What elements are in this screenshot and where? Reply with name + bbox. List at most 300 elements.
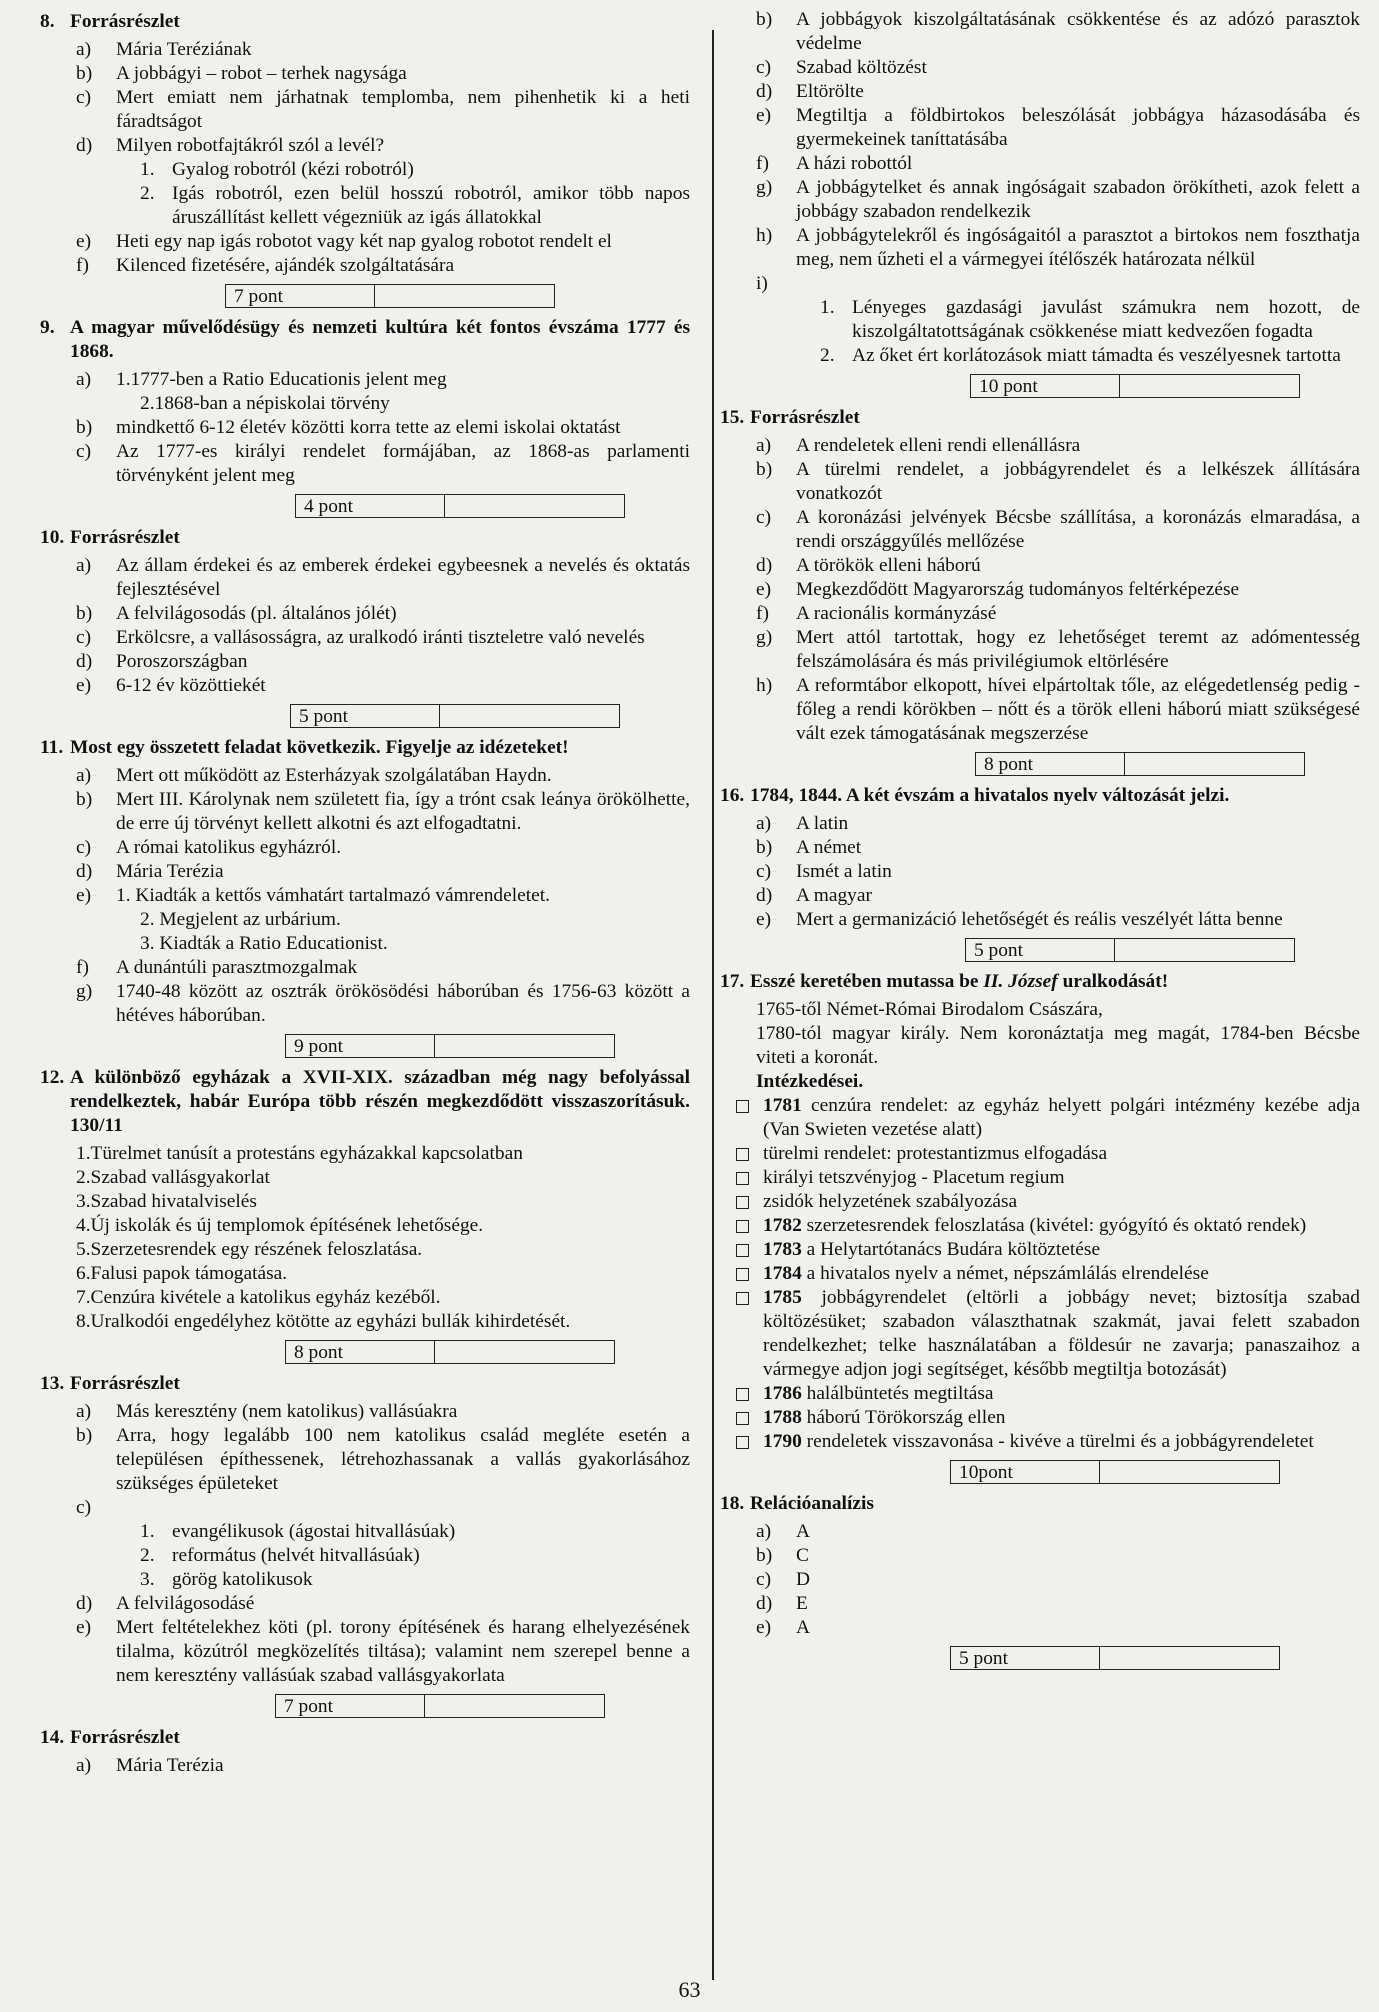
measure-text <box>763 1406 1360 1430</box>
answer-text: Erkölcsre, a vallásosságra, az uralkodó iránti tiszteletre való nevelés <box>116 627 645 648</box>
answer-text: mindkettő 6-12 életév közötti korra tette az elemi iskolai oktatást <box>116 417 621 438</box>
answer-item <box>40 62 690 86</box>
answer-text: Mária Terézia <box>116 861 224 882</box>
answer-label: c) <box>76 627 92 648</box>
answer-item <box>40 440 690 488</box>
answer-text: Mert emiatt nem járhatnak templomba, nem pihenhetik ki a heti fáradtságot <box>116 87 690 132</box>
answer-item <box>40 134 690 158</box>
answer-line: 4.Új iskolák és új templomok építésének lehetősége. <box>76 1215 484 1236</box>
answer-item <box>720 1592 1360 1616</box>
sub-answer-text: Gyalog robotról (kézi robotról) <box>172 159 414 180</box>
answer-line: 3. Kiadták a Ratio Educationist. <box>140 933 388 954</box>
question-section <box>40 10 690 310</box>
answer-label: a) <box>756 813 772 834</box>
answer-item <box>40 1592 690 1616</box>
measure-desc: rendeletek visszavonása - kivéve a türelmi és a jobbágyrendeletet <box>801 1431 1314 1452</box>
answer-label: b) <box>76 63 93 84</box>
question-section <box>40 736 690 1060</box>
measure-item <box>720 1262 1360 1286</box>
measure-item <box>720 1190 1360 1214</box>
answer-label: e) <box>756 1617 772 1638</box>
answer-label: c) <box>756 57 772 78</box>
answer-item <box>40 836 690 860</box>
answer-text: Ismét a latin <box>796 861 892 882</box>
answer-text: A felvilágosodásé <box>116 1593 255 1614</box>
measure-item <box>720 1430 1360 1454</box>
question-number: 12. <box>40 1067 65 1088</box>
score-box <box>40 494 690 520</box>
answer-text: A jobbágytelket és annak ingóságait szabadon örökítheti, azok felett a jobbágy szabadon rendelkezik <box>796 177 1360 222</box>
answer-label: e) <box>756 579 772 600</box>
answer-item <box>720 578 1360 602</box>
sub-answer-label: 1. <box>140 1521 155 1542</box>
right-column <box>720 8 1360 1678</box>
sub-answer-label: 2. <box>140 183 155 204</box>
measure-year: 1784 <box>763 1263 802 1284</box>
measure-item <box>720 1142 1360 1166</box>
sub-answer-text: Az őket ért korlátozások miatt támadta és veszélyesnek tartotta <box>852 345 1341 366</box>
answer-label: e) <box>76 885 92 906</box>
answer-text: Heti egy nap igás robotot vagy két nap gyalog robotot rendelt el <box>116 231 612 252</box>
measure-year: 1790 <box>763 1431 802 1452</box>
measure-desc: zsidók helyzetének szabályozása <box>763 1191 1018 1212</box>
score-empty <box>435 1034 615 1058</box>
sub-answer-text: református (helvét hitvallásúak) <box>172 1545 420 1566</box>
answer-label: c) <box>76 87 92 108</box>
answer-text: Megkezdődött Magyarország tudományos feltérképezése <box>796 579 1240 600</box>
answer-label: b) <box>76 789 93 810</box>
answer-label: a) <box>76 1755 92 1776</box>
measure-item <box>720 1214 1360 1238</box>
question-title: 1784, 1844. A két évszám a hivatalos nyelv változását jelzi. <box>750 785 1230 806</box>
score-empty <box>1120 374 1300 398</box>
answer-label: c) <box>76 837 92 858</box>
answer-text: A <box>796 1617 811 1638</box>
answer-item <box>40 764 690 788</box>
measure-desc: a Helytartótanács Budára költöztetése <box>801 1239 1101 1260</box>
answer-text: Más keresztény (nem katolikus) vallásúakra <box>116 1401 458 1422</box>
score-value: 10pont <box>950 1460 1100 1484</box>
sub-answer-text: Lényeges gazdasági javulást számukra nem hozott, de kiszolgáltatottságának csökkenése miatt kedvezően fogadta <box>852 297 1360 342</box>
question-17 <box>720 970 1360 1486</box>
answer-item <box>720 8 1360 56</box>
question-header <box>40 736 690 760</box>
answer-item <box>40 254 690 278</box>
question-title: Forrásrészlet <box>70 1373 180 1394</box>
measures-heading: Intézkedései. <box>756 1071 864 1092</box>
answer-line: 2.Szabad vallásgyakorlat <box>76 1167 270 1188</box>
measure-desc: a hivatalos nyelv a német, népszámlálás elrendelése <box>801 1263 1209 1284</box>
answer-text: A felvilágosodás (pl. általános jólét) <box>116 603 397 624</box>
question-section <box>720 406 1360 778</box>
answer-label: d) <box>756 555 773 576</box>
answer-text: Az állam érdekei és az emberek érdekei egybeesnek a nevelés és oktatás fejlesztésével <box>116 555 690 600</box>
measure-desc: cenzúra rendelet: az egyház helyett polgári intézmény kezébe adja (Van Swieten vezetése alatt) <box>763 1095 1360 1140</box>
measure-item <box>720 1094 1360 1142</box>
measure-desc: szerzetesrendek feloszlatása (kivétel: gyógyító és oktató rendek) <box>801 1215 1307 1236</box>
answer-text: A türelmi rendelet, a jobbágyrendelet és a lelkészek állítására vonatkozót <box>796 459 1360 504</box>
question-number: 8. <box>40 11 55 32</box>
checkbox-icon <box>736 1412 749 1425</box>
answer-label: a) <box>76 765 92 786</box>
answer-text: A reformtábor elkopott, hívei elpártoltak tőle, az elégedetlenség pedig - főleg a rendi körökben – nőtt és a török elleni háború miatt szükségesé vált ezek támogatásának megszerzése <box>796 675 1360 744</box>
answer-label: b) <box>756 9 773 30</box>
answer-label: g) <box>76 981 93 1002</box>
answer-line: 5.Szerzetesrendek egy részének feloszlatása. <box>76 1239 423 1260</box>
sub-answer <box>40 1544 690 1568</box>
score-box <box>720 752 1360 778</box>
question-header <box>40 1372 690 1396</box>
answer-item <box>40 368 690 392</box>
measure-text <box>763 1430 1360 1454</box>
answer-item <box>40 956 690 980</box>
answer-line: 7.Cenzúra kivétele a katolikus egyház kezéből. <box>76 1287 441 1308</box>
answer-item <box>40 788 690 836</box>
column-divider <box>712 30 714 1980</box>
question-section <box>40 526 690 730</box>
answer-item <box>720 56 1360 80</box>
question-number: 13. <box>40 1373 65 1394</box>
score-box <box>40 1034 690 1060</box>
answer-label: e) <box>756 909 772 930</box>
score-empty <box>445 494 625 518</box>
answer-text: 6-12 év közöttiekét <box>116 675 266 696</box>
sub-answer-text: evangélikusok (ágostai hitvallásúak) <box>172 1521 456 1542</box>
question-section <box>40 1726 690 1778</box>
answer-text: Megtiltja a földbirtokos beleszólását jobbágya házasodásába és gyermekeinek taníttatásába <box>796 105 1360 150</box>
answer-item <box>40 1400 690 1424</box>
answer-text <box>796 272 1360 296</box>
answer-text: A koronázási jelvények Bécsbe szállítása, a koronázás elmaradása, a rendi országgyűlés mellőzése <box>796 507 1360 552</box>
sub-answer <box>40 158 690 182</box>
checkbox-icon <box>736 1388 749 1401</box>
measure-text <box>763 1382 1360 1406</box>
answer-item <box>720 884 1360 908</box>
answer-item <box>40 1754 690 1778</box>
answer-text: A római katolikus egyházról. <box>116 837 342 858</box>
measure-year: 1783 <box>763 1239 802 1260</box>
sub-answer <box>720 296 1360 344</box>
answer-line: 6.Falusi papok támogatása. <box>76 1263 288 1284</box>
answer-text: A törökök elleni háború <box>796 555 981 576</box>
score-box <box>720 1646 1360 1672</box>
sub-answer <box>40 182 690 230</box>
answer-item <box>720 602 1360 626</box>
answer-item <box>40 86 690 134</box>
score-value: 9 pont <box>285 1034 435 1058</box>
answer-text: D <box>796 1569 811 1590</box>
measure-item <box>720 1166 1360 1190</box>
measure-text <box>763 1166 1360 1190</box>
score-box <box>40 284 690 310</box>
answer-label: c) <box>756 1569 772 1590</box>
answer-item <box>720 812 1360 836</box>
question-section <box>40 316 690 520</box>
measure-year: 1782 <box>763 1215 802 1236</box>
sub-answer <box>720 344 1360 368</box>
question-section <box>720 8 1360 400</box>
answer-item <box>720 860 1360 884</box>
answer-item <box>40 416 690 440</box>
question-title: Most egy összetett feladat következik. Figyelje az idézeteket! <box>70 737 569 758</box>
checkbox-icon <box>736 1100 749 1113</box>
answer-item <box>720 1544 1360 1568</box>
measure-year: 1781 <box>763 1095 802 1116</box>
answer-item <box>40 1424 690 1496</box>
measure-text <box>763 1142 1360 1166</box>
checkbox-icon <box>736 1172 749 1185</box>
measure-desc: halálbüntetés megtiltása <box>801 1383 994 1404</box>
answer-line: 2.1868-ban a népiskolai törvény <box>140 393 390 414</box>
score-value: 7 pont <box>275 1694 425 1718</box>
question-number: 14. <box>40 1727 65 1748</box>
answer-item <box>720 1616 1360 1640</box>
checkbox-icon <box>736 1148 749 1161</box>
measure-year: 1788 <box>763 1407 802 1428</box>
question-number: 16. <box>720 785 745 806</box>
question-number: 15. <box>720 407 745 428</box>
answer-item <box>40 1616 690 1688</box>
answer-line: 2. Megjelent az urbárium. <box>140 909 341 930</box>
answer-item <box>40 626 690 650</box>
checkbox-icon <box>736 1436 749 1449</box>
measure-text <box>763 1214 1360 1238</box>
score-box <box>40 1694 690 1720</box>
question-title: Forrásrészlet <box>750 407 860 428</box>
sub-answer-label: 1. <box>140 159 155 180</box>
answer-label: f) <box>756 153 769 174</box>
answer-text: Mert ott működött az Esterházyak szolgálatában Haydn. <box>116 765 552 786</box>
answer-label: b) <box>76 603 93 624</box>
answer-text: Mert III. Károlynak nem született fia, így a trónt csak leánya örökölhette, de erre új törvényt kellett alkotni és azt elfogadtatni. <box>116 789 690 834</box>
answer-text: 1.1777-ben a Ratio Educationis jelent meg <box>116 369 447 390</box>
answer-label: a) <box>76 555 92 576</box>
score-empty <box>440 704 620 728</box>
answer-label: e) <box>76 1617 92 1638</box>
answer-item <box>720 908 1360 932</box>
question-number: 11. <box>40 737 64 758</box>
answer-item <box>40 650 690 674</box>
answer-text: A latin <box>796 813 849 834</box>
answer-label: d) <box>756 81 773 102</box>
answer-item <box>720 224 1360 272</box>
answer-item <box>40 674 690 698</box>
measure-text <box>763 1190 1360 1214</box>
question-header <box>40 10 690 34</box>
page-number: 63 <box>678 1977 701 2002</box>
answer-label: e) <box>756 105 772 126</box>
measure-desc: királyi tetszvényjog - Placetum regium <box>763 1167 1065 1188</box>
answer-label: f) <box>76 957 89 978</box>
checkbox-icon <box>736 1220 749 1233</box>
answer-text: A német <box>796 837 862 858</box>
question-section <box>40 1372 690 1720</box>
sub-answer <box>40 1568 690 1592</box>
measure-text <box>763 1262 1360 1286</box>
answer-item <box>40 38 690 62</box>
sub-answer-text: görög katolikusok <box>172 1569 313 1590</box>
question-number: 9. <box>40 317 55 338</box>
answer-label: d) <box>76 1593 93 1614</box>
checkbox-icon <box>736 1244 749 1257</box>
answer-text: Milyen robotfajtákról szól a levél? <box>116 135 385 156</box>
answer-text: A magyar <box>796 885 872 906</box>
question-number: 17. <box>720 971 745 992</box>
answer-label: c) <box>756 507 772 528</box>
answer-label: b) <box>76 417 93 438</box>
answer-label: d) <box>76 861 93 882</box>
score-box <box>720 374 1360 400</box>
sub-answer-label: 1. <box>820 297 835 318</box>
answer-label: e) <box>76 675 92 696</box>
answer-item <box>720 176 1360 224</box>
score-box <box>40 1340 690 1366</box>
measure-text <box>763 1094 1360 1142</box>
question-header <box>40 526 690 550</box>
answer-text: A dunántúli parasztmozgalmak <box>116 957 358 978</box>
answer-item <box>720 1520 1360 1544</box>
answer-label: d) <box>756 885 773 906</box>
question-number: 18. <box>720 1493 745 1514</box>
measure-desc: háború Törökország ellen <box>801 1407 1006 1428</box>
answer-item <box>720 1568 1360 1592</box>
answer-label: d) <box>756 1593 773 1614</box>
question-title: Esszé keretében mutassa be II. József uralkodását! <box>750 971 1169 992</box>
answer-label: a) <box>756 435 772 456</box>
sub-answer <box>40 1520 690 1544</box>
answer-label: f) <box>756 603 769 624</box>
measure-desc: türelmi rendelet: protestantizmus elfogadása <box>763 1143 1108 1164</box>
answer-label: g) <box>756 177 773 198</box>
answer-label: d) <box>76 135 93 156</box>
measure-item <box>720 1238 1360 1262</box>
checkbox-icon <box>736 1196 749 1209</box>
measure-item <box>720 1406 1360 1430</box>
sub-answer-label: 2. <box>140 1545 155 1566</box>
question-header <box>720 784 1360 808</box>
question-title: Forrásrészlet <box>70 11 180 32</box>
score-empty <box>375 284 555 308</box>
intro-line: 1765-től Német-Római Birodalom Császára, <box>756 999 1103 1020</box>
answer-item <box>720 434 1360 458</box>
answer-text: C <box>796 1545 809 1566</box>
intro-line: 1780-tól magyar király. Nem koronáztatja meg magát, 1784-ben Bécsbe viteti a koronát. <box>756 1023 1360 1068</box>
sub-answer-label: 3. <box>140 1569 155 1590</box>
answer-text: Poroszországban <box>116 651 248 672</box>
question-title: A magyar művelődésügy és nemzeti kultúra két fontos évszáma 1777 és 1868. <box>70 317 690 362</box>
answer-text: A racionális kormányzásé <box>796 603 997 624</box>
answer-text: A rendeletek elleni rendi ellenállásra <box>796 435 1081 456</box>
question-section <box>720 784 1360 964</box>
answer-text: A <box>796 1521 811 1542</box>
answer-item <box>720 674 1360 746</box>
answer-item <box>720 458 1360 506</box>
question-title: Relációanalízis <box>750 1493 874 1514</box>
answer-item <box>40 860 690 884</box>
answer-item <box>40 554 690 602</box>
question-title: Forrásrészlet <box>70 527 180 548</box>
answer-label: d) <box>76 651 93 672</box>
score-empty <box>1125 752 1305 776</box>
question-18 <box>720 1492 1360 1672</box>
question-header <box>40 1726 690 1750</box>
score-empty <box>1100 1460 1280 1484</box>
checkbox-icon <box>736 1268 749 1281</box>
score-empty <box>435 1340 615 1364</box>
question-number: 10. <box>40 527 65 548</box>
question-section <box>40 1066 690 1366</box>
score-value: 5 pont <box>950 1646 1100 1670</box>
score-empty <box>1115 938 1295 962</box>
question-title: Forrásrészlet <box>70 1727 180 1748</box>
measure-desc: jobbágyrendelet (eltörli a jobbágy nevet; biztosítja szabad költözésüket; szabadon választhatnak szakmát, javai felett szabadon rendelkezhet; telke használatában a földesúr ne zavarja; panaszaihoz a vármegye adjon jogi segítséget, később megtiltja botozását) <box>763 1287 1360 1380</box>
measures-list <box>720 1094 1360 1454</box>
answer-text: 1740-48 között az osztrák örökösödési háborúban és 1756-63 között a hétéves háborúban. <box>116 981 690 1026</box>
score-value: 4 pont <box>295 494 445 518</box>
sub-answer-label: 2. <box>820 345 835 366</box>
answer-text: Eltörölte <box>796 81 864 102</box>
answer-item <box>40 884 690 908</box>
left-column <box>40 8 690 1782</box>
answer-item <box>720 152 1360 176</box>
score-value: 5 pont <box>965 938 1115 962</box>
answer-item <box>40 602 690 626</box>
answer-text: A jobbágytelekről és ingóságaitól a parasztot a birtokos nem foszthatja meg, nem űzheti el a vármegyei ítélőszék határozata nélkül <box>796 225 1360 270</box>
answer-text: Mert a germanizáció lehetőségét és reális veszélyét látta benne <box>796 909 1283 930</box>
answer-text: A jobbágyok kiszolgáltatásának csökkentése és az adózó parasztok védelme <box>796 9 1360 54</box>
score-value: 10 pont <box>970 374 1120 398</box>
answer-text: Mária Terézia <box>116 1755 224 1776</box>
answer-item <box>720 836 1360 860</box>
answer-label: a) <box>76 39 92 60</box>
measure-text <box>763 1238 1360 1262</box>
answer-line: 3.Szabad hivatalviselés <box>76 1191 257 1212</box>
answer-item <box>720 80 1360 104</box>
question-header <box>720 406 1360 430</box>
sub-answer-text: Igás robotról, ezen belül hosszú robotról, amikor több napos áruszállítást kellett végezniük az igás állatokkal <box>172 183 690 228</box>
answer-text <box>116 1496 690 1520</box>
answer-item <box>720 626 1360 674</box>
answer-item <box>40 230 690 254</box>
answer-label: c) <box>76 441 92 462</box>
measure-item <box>720 1286 1360 1382</box>
score-box <box>720 938 1360 964</box>
answer-text: Az 1777-es királyi rendelet formájában, az 1868-as parlamenti törvényként jelent meg <box>116 441 690 486</box>
answer-label: a) <box>76 1401 92 1422</box>
answer-text: Szabad költözést <box>796 57 927 78</box>
checkbox-icon <box>736 1292 749 1305</box>
answer-label: f) <box>76 255 89 276</box>
measure-text <box>763 1286 1360 1382</box>
answer-item <box>40 1496 690 1520</box>
score-value: 8 pont <box>975 752 1125 776</box>
answer-list <box>720 1520 1360 1640</box>
score-empty <box>1100 1646 1280 1670</box>
answer-label: b) <box>756 1545 773 1566</box>
score-value: 5 pont <box>290 704 440 728</box>
answer-text: Mária Teréziának <box>116 39 252 60</box>
score-value: 7 pont <box>225 284 375 308</box>
answer-label: h) <box>756 225 773 246</box>
answer-text: 1. Kiadták a kettős vámhatárt tartalmazó vámrendeletet. <box>116 885 550 906</box>
answer-text: Mert attól tartottak, hogy ez lehetőséget teremt az adómentesség felszámolására és más privilégiumok eltörlésére <box>796 627 1360 672</box>
answer-label: e) <box>76 231 92 252</box>
answer-item <box>720 104 1360 152</box>
answer-item <box>720 272 1360 296</box>
answer-label: c) <box>756 861 772 882</box>
answer-text: Kilenced fizetésére, ajándék szolgáltatására <box>116 255 455 276</box>
answer-label: a) <box>756 1521 772 1542</box>
